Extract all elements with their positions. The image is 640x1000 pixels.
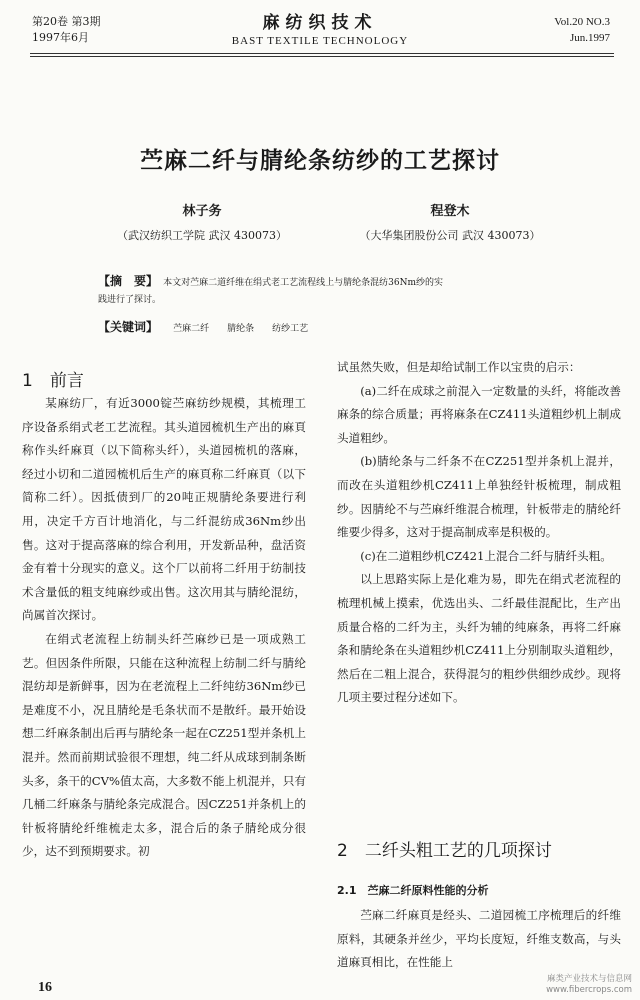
paragraph: 某麻纺厂，有近3000锭苎麻纺纱规模，其梳理工序设备系绢式老工艺流程。其头道园梳机生产出的麻頁称作头纤麻頁（以下简称头纤），头道园梳机的落麻，经过小切和二道园梳机后生产的麻頁称二纤麻頁（以下简称二纤）。因抵债到厂的20吨正规腈纶条要进行利用，决定千方百计地消化，与二纤混纺成36Nm纱出售。这对于提高落麻的综合利用，开发新品种，盘活资金有着十分现实的意义。这个厂以前将二纤用于纺制技术含量低的粗支纯麻纱或出售。这次用其与腈纶混纺，尚属首次探讨。 [22,396,306,623]
author-affiliation: （大华集团股份公司 武汉 430073） [359,229,541,242]
watermark-url: www.fibercrops.com [546,985,632,995]
volume-issue: 第20卷 第3期 [32,15,101,28]
page-number: 16 [38,980,52,995]
author-affiliation: （武汉纺织工学院 武汉 430073） [117,229,287,242]
abstract-text: 本文对苎麻二道纤维在绢式老工艺流程线上与腈纶条混纺36Nm纱的实 [163,278,443,288]
author-name: 程登木 [430,204,470,219]
left-column [22,392,306,864]
running-header-right [470,14,610,46]
issue-date-en: Jun.1997 [569,32,610,44]
header-rule [30,53,614,54]
issue-date: 1997年6月 [32,31,89,44]
keywords-text: 苎麻二纤 腈纶条 纺纱工艺 [173,324,309,334]
right-column [337,356,621,710]
watermark [546,974,632,996]
author-block-2 [330,200,570,243]
list-item: (c)在二道粗纱机CZ421上混合二纤与腈纤头粗。 [360,548,612,563]
running-header-center [180,8,460,47]
abstract [98,270,578,309]
abstract-label: 【摘 要】 [98,274,159,288]
abstract-text-cont: 践进行了探讨。 [98,295,162,305]
volume-issue-en: Vol.20 NO.3 [554,16,610,28]
section-heading: 2 二纤头粗工艺的几项探讨 [337,841,552,861]
author-block-1 [92,200,312,243]
paragraph: 在绢式老流程上纺制头纤苎麻纱已是一项成熟工艺。但因条件所限，只能在这种流程上纺制二纤与腈纶混纺却是新鲜事，因为在老流程上二纤纯纺36Nm纱已是难度不小，况且腈纶是毛条状而不是散纤。最开始设想二纤麻条制出后再与腈纶条一起在CZ251型并条机上混并。然而前期试验很不理想，纯二纤从成球到制条断头多，条干的CV%值太高，大多数不能上机混并，只有几桶二纤麻条与腈纶条完成混合。因CZ251并条机上的针板将腈纶纤维梳走太多，混合后的条子腈纶成分很少，达不到预期要求。初 [22,631,306,859]
author-name: 林子务 [182,204,222,219]
journal-title-en: BAST TEXTILE TECHNOLOGY [231,35,409,47]
paragraph: 苎麻二纤麻頁是经头、二道园梳工序梳理后的纤维原料，其硬条并丝少，平均长度短，纤维支数高，与头道麻頁相比，在性能上 [337,908,621,970]
watermark-text: 麻类产业技术与信息网 [546,974,632,984]
subsection-heading: 2.1 苎麻二纤原料性能的分析 [337,884,489,897]
paragraph: 以上思路实际上是化难为易，即先在绢式老流程的梳理机械上摸索，优选出头、二纤最佳混配比，生产出质量合格的二纤为主，头纤为辅的纯麻条，再将二纤麻条和腈纶条在头道粗纱机CZ411上分别制取头道粗纱，然后在二粗上混合，获得混匀的粗纱供细纱成纱。现将几项主要过程分述如下。 [337,572,621,705]
list-item: (a)二纤在成球之前混入一定数量的头纤，将能改善麻条的综合质量；再将麻条在CZ411头道粗纱机上制成头道粗纱。 [337,383,621,445]
paragraph: 试虽然失败，但是却给试制工作以宝贵的启示： [337,360,581,374]
article-title: 苎麻二纤与腈纶条纺纱的工艺探讨 [140,148,500,174]
header-rule-double [30,56,614,57]
journal-title: 麻纺织技术 [262,13,378,33]
keywords-label: 【关键词】 [98,320,159,334]
list-item: (b)腈纶条与二纤条不在CZ251型并条机上混并，而改在头道粗纱机CZ411上单独经针板梳理，制成粗纱。因腈纶不与苎麻纤维混合梳理，针板带走的腈纶纤维要少得多，这对于提高制成率是积极的。 [337,454,621,540]
section-heading: 1 前言 [22,371,84,391]
running-header-left [32,14,182,46]
keywords [98,316,578,335]
